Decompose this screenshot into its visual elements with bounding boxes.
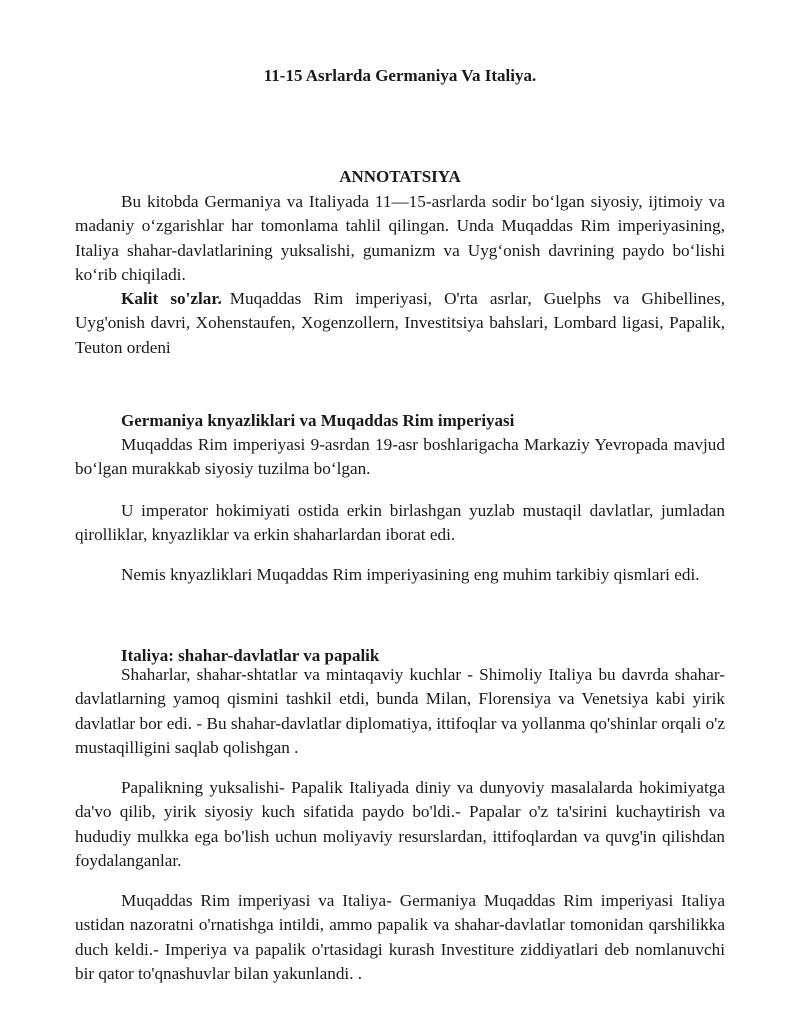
section-heading-italy: Italiya: shahar-davlatlar va papalik [121, 646, 380, 665]
germany-paragraph-2: U imperator hokimiyati ostida erkin birlashgan yuzlab mustaqil davlatlar, jumladan qirolliklar, knyazliklar va erkin shaharlardan iborat edi. [75, 501, 725, 545]
italy-paragraph-1: Shaharlar, shahar-shtatlar va mintaqaviy kuchlar - Shimoliy Italiya bu davrda shahar-davlatlarning yamoq qismini tashkil etdi, bunda Milan, Florensiya va Venetsiya kabi yirik davlatlar bor edi. - Bu shahar-davlatlar diplomatiya, ittifoqlar va yollanma qo'shinlar orqali o'z mustaqilligini saqlab qolishgan . [75, 665, 725, 757]
annotation-heading: ANNOTATSIYA [339, 167, 461, 186]
keywords-paragraph [75, 287, 725, 360]
annotation-paragraph: Bu kitobda Germaniya va Italiyada 11—15-asrlarda sodir bo‘lgan siyosiy, ijtimoiy va madaniy o‘zgarishlar har tomonlama tahlil qilingan. Unda Muqaddas Rim imperiyasining, Italiya shahar-davlatlarining yuksalishi, gumanizm va Uyg‘onish davrining paydo bo‘lishi ko‘rib chiqiladi. [75, 192, 725, 284]
keywords-label: Kalit so'zlar. [121, 289, 222, 308]
italy-paragraph-3: Muqaddas Rim imperiyasi va Italiya- Germaniya Muqaddas Rim imperiyasi Italiya ustidan nazoratni o'rnatishga intildi, ammo papalik va shahar-davlatlar tomonidan qarshilikka duch keldi.- Imperiya va papalik o'rtasidagi kurash Investiture ziddiyatlari deb nomlanuvchi bir qator to'qnashuvlar bilan yakunlandi. . [75, 891, 725, 983]
germany-paragraph-1: Muqaddas Rim imperiyasi 9-asrdan 19-asr boshlarigacha Markaziy Yevropada mavjud bo‘lgan murakkab siyosiy tuzilma bo‘lgan. [75, 435, 725, 479]
section-heading-germany: Germaniya knyazliklari va Muqaddas Rim imperiyasi [121, 411, 515, 430]
germany-paragraph-3: Nemis knyazliklari Muqaddas Rim imperiyasining eng muhim tarkibiy qismlari edi. [121, 565, 700, 584]
document-title: 11-15 Asrlarda Germaniya Va Italiya. [263, 66, 537, 85]
italy-paragraph-2: Papalikning yuksalishi- Papalik Italiyada diniy va dunyoviy masalalarda hokimiyatga da'vo qilib, yirik siyosiy kuch sifatida paydo bo'ldi.- Papalar o'z ta'sirini kuchaytirish va hududiy mulkka ega bo'lish uchun moliyaviy resurslardan, ittifoqlardan va quvg'in qilishdan foydalanganlar. [75, 778, 725, 870]
keywords-list: Muqaddas Rim imperiyasi, O'rta asrlar, Guelphs va Ghibellines, Uyg'onish davri, Xohenstaufen, Xogenzollern, Investitsiya bahslari, Lombard ligasi, Papalik, Teuton ordeni [75, 289, 725, 357]
